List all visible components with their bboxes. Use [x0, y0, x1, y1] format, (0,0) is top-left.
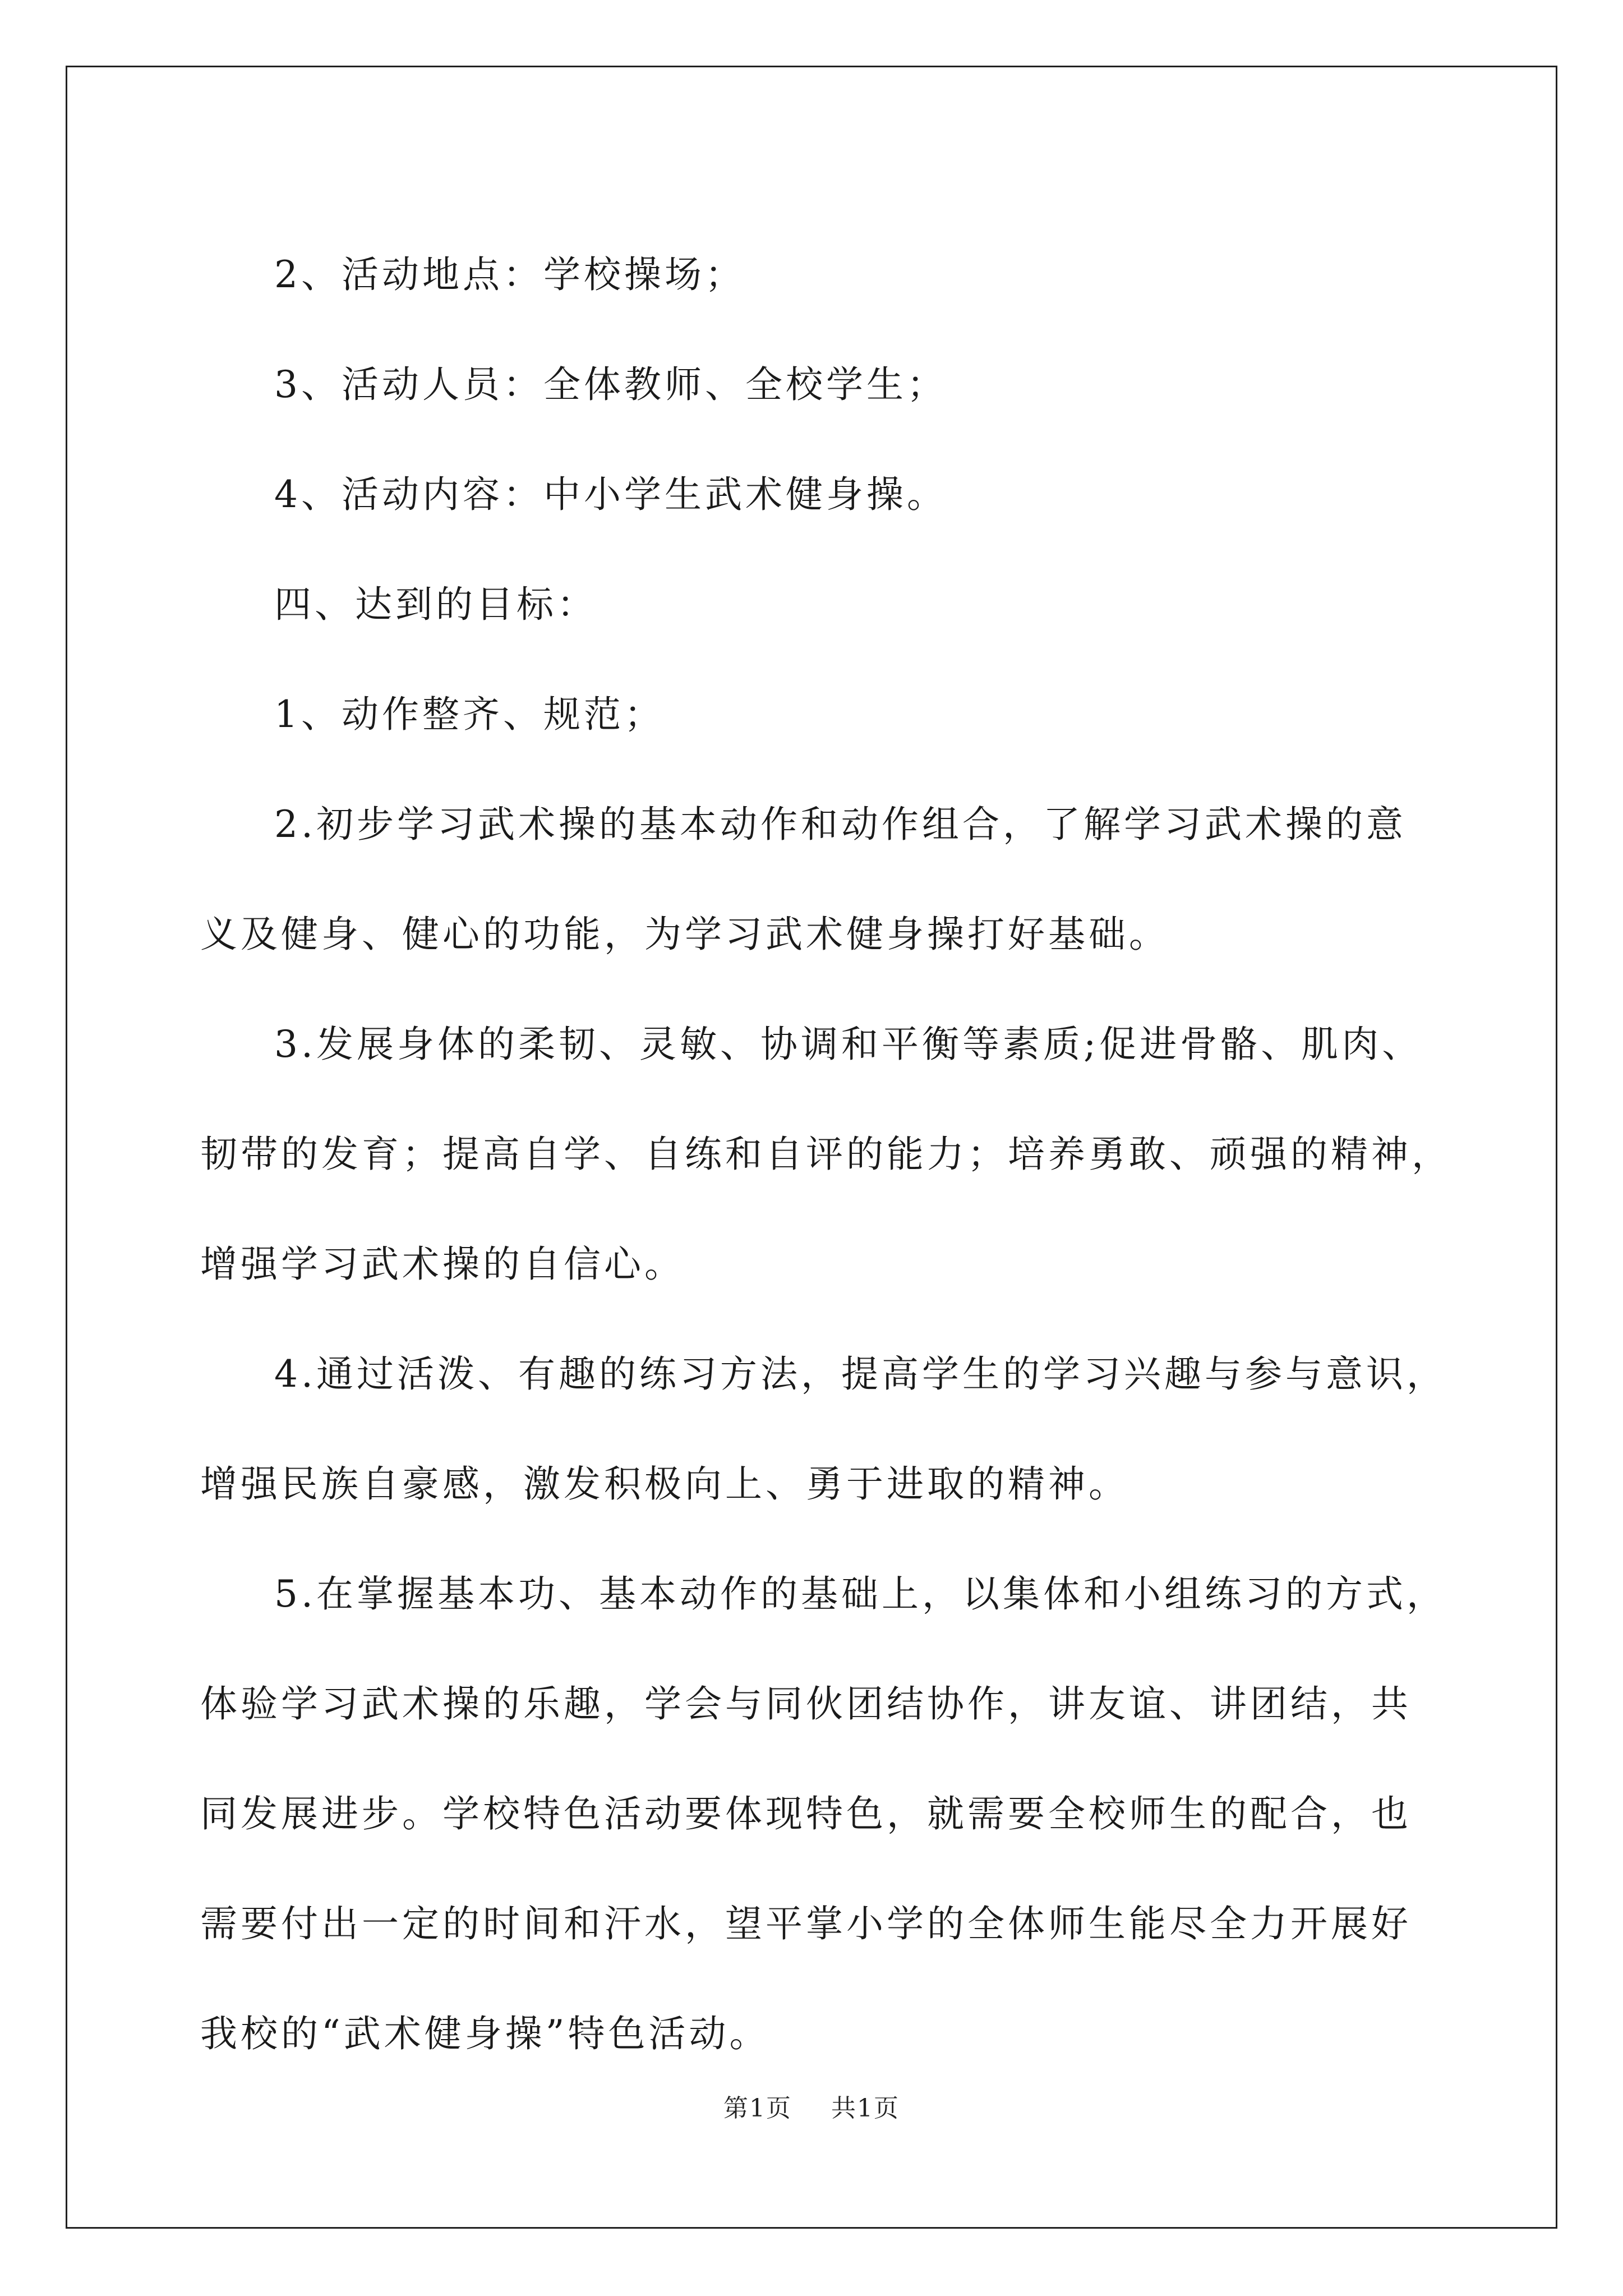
- text-line: 需要付出一定的时间和汗水，望平掌小学的全体师生能尽全力开展好: [200, 1902, 1412, 1945]
- page-total: 共1页: [831, 2094, 900, 2123]
- text-line: 四、达到的目标：: [274, 583, 597, 626]
- paragraph-goal-2: [200, 770, 1428, 990]
- text-line: 义及健身、健心的功能，为学习武术健身操打好基础。: [200, 913, 1169, 956]
- text-line: 3.发展身体的柔韧、灵敏、协调和平衡等素质;促进骨骼、肌肉、: [274, 1023, 1423, 1066]
- text-line: 5.在掌握基本功、基本动作的基础上，以集体和小组练习的方式，: [274, 1572, 1447, 1616]
- paragraph-goal-3: [200, 990, 1452, 1319]
- paragraph-goal-5: [200, 1539, 1447, 2089]
- text-line: 我校的“武术健身操”特色活动。: [200, 2012, 770, 2055]
- text-line: 4、活动内容：中小学生武术健身操。: [274, 473, 947, 516]
- paragraph-participants: [200, 330, 1428, 440]
- paragraph-goal-1: [200, 660, 1428, 770]
- text-line: 韧带的发育；提高自学、自练和自评的能力；培养勇敢、顽强的精神，: [200, 1133, 1452, 1176]
- page-number: 第1页: [723, 2094, 792, 2123]
- text-line: 1、动作整齐、规范；: [274, 693, 665, 736]
- document-body: [200, 220, 1452, 2089]
- paragraph-location: [200, 220, 1428, 330]
- page-footer: [0, 2088, 1623, 2124]
- text-line: 2、活动地点：学校操场；: [274, 253, 745, 296]
- text-line: 同发展进步。学校特色活动要体现特色，就需要全校师生的配合，也: [200, 1792, 1412, 1835]
- text-line: 增强学习武术操的自信心。: [200, 1243, 685, 1286]
- text-line: 4.通过活泼、有趣的练习方法，提高学生的学习兴趣与参与意识，: [274, 1352, 1447, 1396]
- text-line: 增强民族自豪感，激发积极向上、勇于进取的精神。: [200, 1462, 1129, 1506]
- text-line: 体验学习武术操的乐趣，学会与同伙团结协作，讲友谊、讲团结，共: [200, 1682, 1412, 1726]
- text-line: 3、活动人员：全体教师、全校学生；: [274, 363, 947, 406]
- paragraph-content: [200, 440, 1428, 550]
- paragraph-goal-4: [200, 1319, 1447, 1539]
- section-heading-goals: [200, 550, 1428, 660]
- text-line: 2.初步学习武术操的基本动作和动作组合，了解学习武术操的意: [274, 803, 1407, 846]
